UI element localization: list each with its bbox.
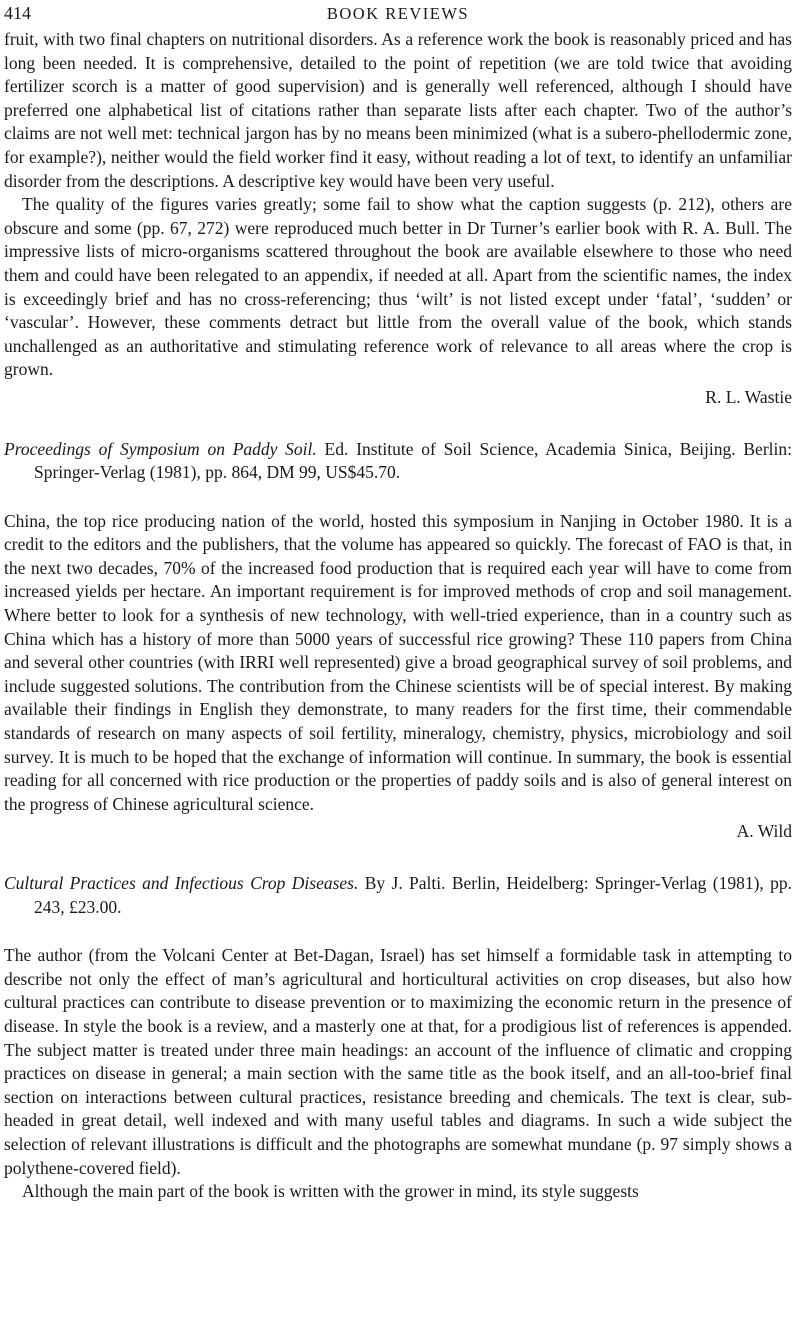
book-title: Proceedings of Symposium on Paddy Soil.: [4, 438, 317, 459]
review-wastie: [4, 28, 792, 410]
book-title: Cultural Practices and Infectious Crop Diseases.: [4, 873, 359, 893]
page-number: 414: [4, 3, 31, 23]
reviewer-signature: A. Wild: [736, 821, 792, 842]
page-header: [4, 2, 792, 28]
review-crop-diseases: [4, 872, 792, 1204]
book-details: Ed. Institute of Soil Science, Academia Sinica, Beijing. Berlin: Springer-Verlag (1981), pp. 864, DM 99, US$45.70.: [34, 438, 792, 483]
review-paragraph: The quality of the figures varies greatly; some fail to show what the caption suggests (p. 212), others are obscure and some (pp. 67, 272) were reproduced much better in Dr Turner’s earlier book with R. A. Bull. The impressive lists of micro-organisms scattered throughout the book are available elsewhere to those who need them and could have been relegated to an appendix, if needed at all. Apart from the scientific names, the index is exceedingly brief and has no cross-referencing; thus ‘wilt’ is not listed except under ‘fatal’, ‘sudden’ or ‘vascular’. However, these comments detract but little from the overall value of the book, which stands unchallenged as an authoritative and stimulating reference work of relevance to all areas where the crop is grown.: [4, 194, 792, 380]
book-citation: [4, 438, 792, 485]
book-citation: [4, 872, 792, 919]
review-paragraph: fruit, with two final chapters on nutritional disorders. As a reference work the book is reasonably priced and has long been needed. It is comprehensive, detailed to the point of repetition (we are told twice that avoiding fertilizer scorch is a matter of good supervision) and is generally well referenced, although I should have preferred one alphabetical list of citations rather than separate lists after each chapter. Two of the author’s claims are not well met: technical jargon has by no means been minimized (what is a subero-phellodermic zone, for example?), neither would the field worker find it easy, without reading a lot of text, to identify an unfamiliar disorder from the descriptions. A descriptive key would have been very useful.: [4, 29, 792, 191]
review-paragraph: The author (from the Volcani Center at Bet-Dagan, Israel) has set himself a formidable task in attempting to describe not only the effect of man’s agricultural and horticultural activities on crop diseases, but also how cultural practices can contribute to disease prevention or to maximizing the economic return in the presence of disease. In style the book is a review, and a masterly one at that, for a prodigious list of references is appended. The subject matter is treated under three main headings: an account of the influence of climatic and cropping practices on disease in general; a main section with the same title as the book itself, and an all-too-brief final section on interactions between cultural practices, resistance breeding and chemicals. The text is clear, sub-headed in great detail, well indexed and with many useful tables and diagrams. In such a wide subject the selection of relevant illustrations is difficult and the photographs are somewhat mundane (p. 97 simply shows a polythene-covered field).: [4, 945, 792, 1178]
journal-page: [4, 0, 792, 1317]
book-details: By J. Palti. Berlin, Heidelberg: Springer-Verlag (1981), pp. 243, £23.00.: [34, 873, 793, 917]
reviewer-signature: R. L. Wastie: [705, 386, 792, 407]
review-paragraph: China, the top rice producing nation of the world, hosted this symposium in Nanjing in October 1980. It is a credit to the editors and the publishers, that the volume has appeared so quickly. The forecast of FAO is that, in the next two decades, 70% of the increased food production that is required each year will have to come from increased yields per hectare. An important requirement is for improved methods of crop and soil management. Where better to look for a synthesis of new technology, with well-tried experience, than in a country such as China which has a history of more than 5000 years of successful rice growing? These 110 papers from China and several other countries (with IRRI well represented) give a broad geographical survey of soil problems, and include suggested solutions. The contribution from the Chinese scientists will be of special interest. By making available their findings in English they demonstrate, to many readers for the first time, their commendable standards of research on many aspects of soil fertility, mineralogy, chemistry, physics, microbiology and soil survey. It is much to be hoped that the exchange of information will continue. In summary, the book is essential reading for all concerned with rice production or the properties of paddy soils and is also of general interest on the progress of Chinese agricultural science.: [4, 510, 792, 814]
review-paddy-soil: [4, 438, 792, 845]
review-paragraph: Although the main part of the book is written with the grower in mind, its style suggests: [22, 1181, 639, 1202]
running-head: BOOK REVIEWS: [326, 4, 470, 23]
